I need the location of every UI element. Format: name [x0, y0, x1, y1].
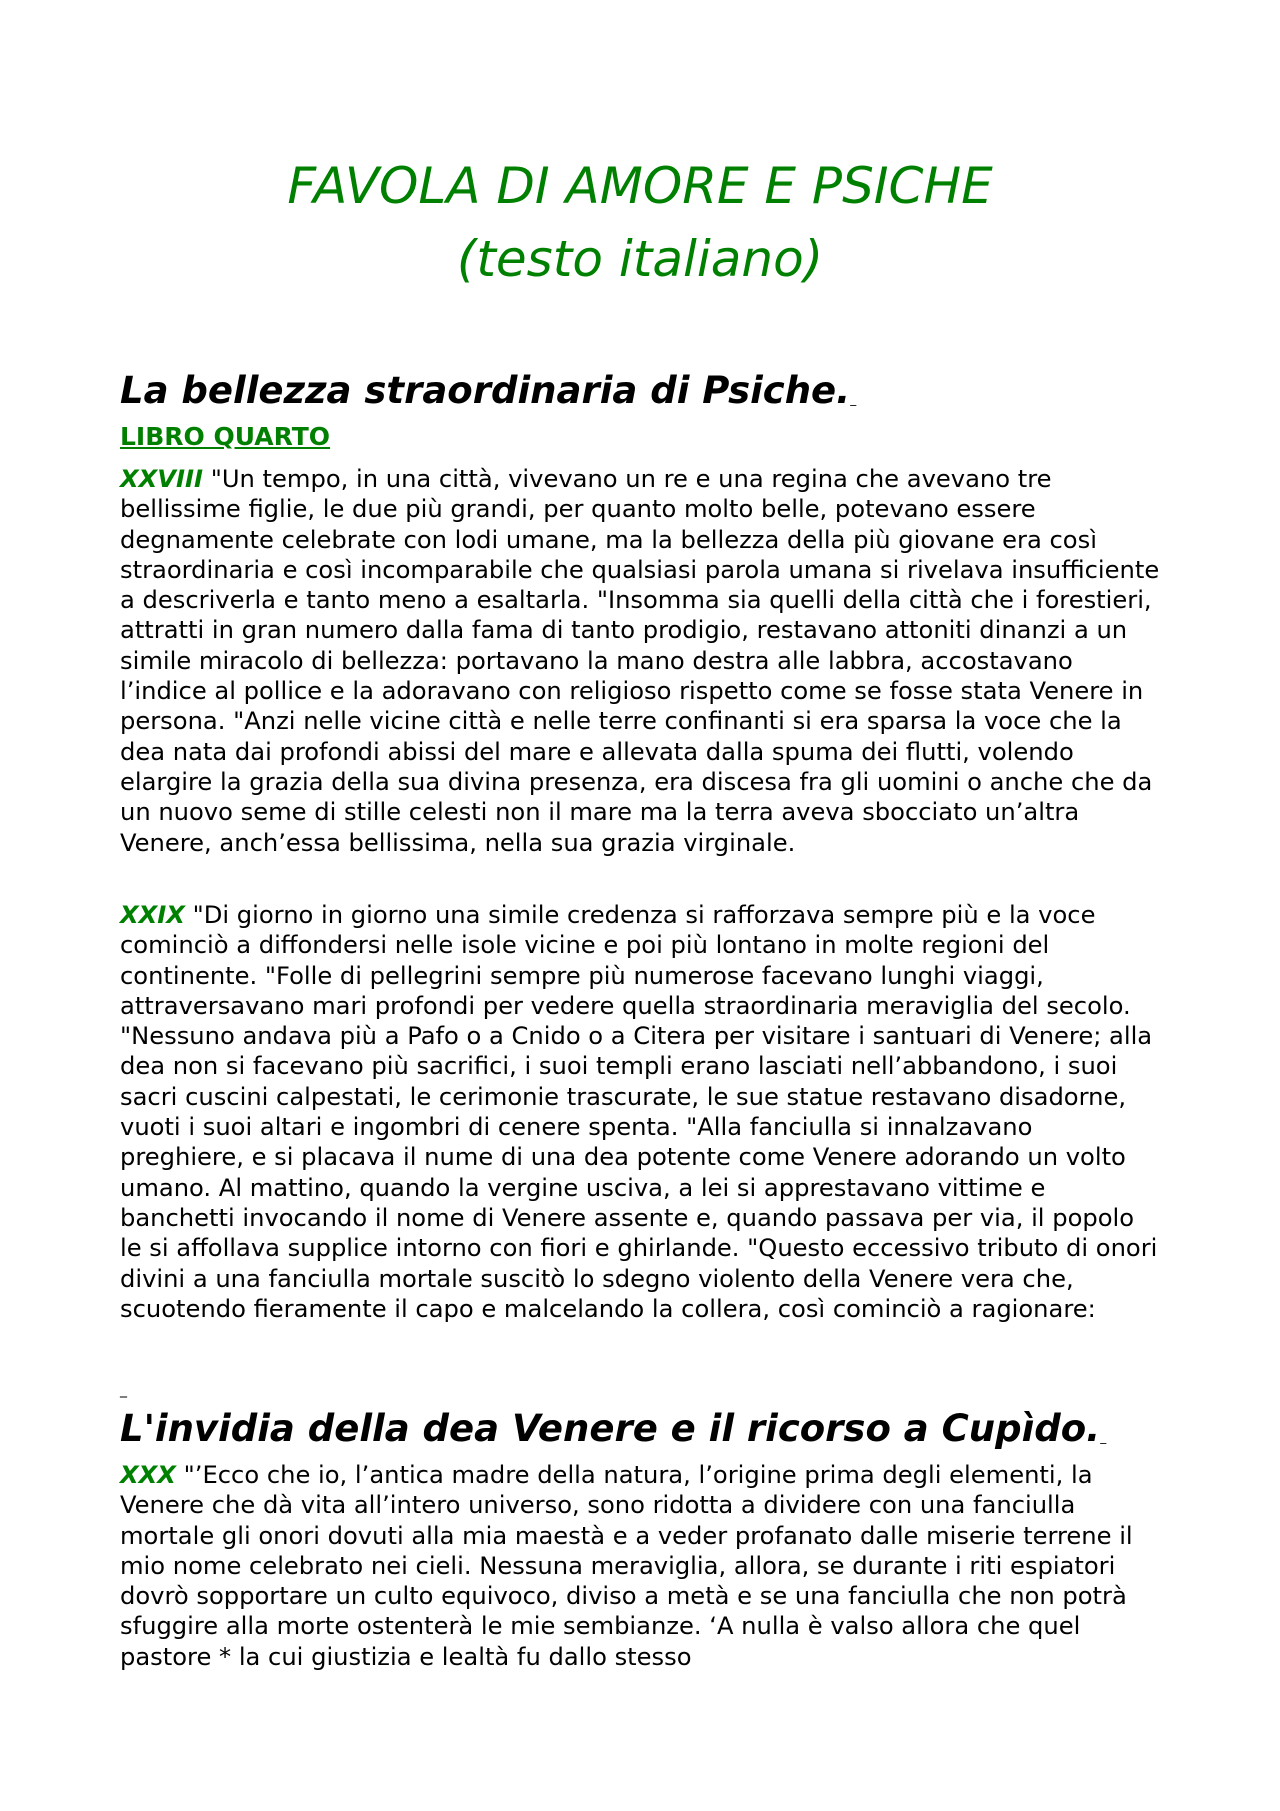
- section-heading-1-text: La bellezza straordinaria di Psiche.: [120, 369, 851, 412]
- title-line-2: (testo italiano): [456, 230, 824, 288]
- paragraph-xxx: [120, 1460, 1160, 1672]
- section-heading-2: [120, 1405, 1106, 1461]
- paragraph-xxviii: [120, 464, 1160, 858]
- separator-mark: _: [120, 1382, 127, 1398]
- chapter-number: XXIX: [120, 901, 185, 929]
- paragraph-text: "Di giorno in giorno una simile credenza si rafforzava sempre più e la voce cominciò a diffondersi nelle isole vicine e poi più lontano in molte regioni del continente. "Folle di pellegrini sempre più numerose facevano lunghi viaggi, attraversavano mari profondi per vedere quella straordinaria meraviglia del secolo. "Nessuno andava più a Pafo o a Cnido o a Citera per visitare i santuari di Venere; alla dea non si facevano più sacrifici, i suoi templi erano lasciati nell’abbandono, i suoi sacri cuscini calpestati, le cerimonie trascurate, le sue statue restavano disadorne, vuoti i suoi altari e ingombri di cenere spenta. "Alla fanciulla si innalzavano preghiere, e si placava il nume di una dea potente come Venere adorando un volto umano. Al mattino, quando la vergine usciva, a lei si apprestavano vittime e banchetti invocando il nome di Venere assente e, quando passava per via, il popolo le si affollava supplice intorno con fiori e ghirlande. "Questo eccessivo tributo di onori divini a una fanciulla mortale suscitò lo sdegno violento della Venere vera che, scuotendo fieramente il capo e malcelando la collera, così cominciò a ragionare:: [120, 901, 1158, 1323]
- section-heading-2-text: L'invidia della dea Venere e il ricorso a Cupìdo.: [120, 1407, 1101, 1450]
- paragraph-text: "Un tempo, in una città, vivevano un re e una regina che avevano tre bellissime figlie, le due più grandi, per quanto molto belle, potevano essere degnamente celebrate con lodi umane, ma la bellezza della più giovane era così straordinaria e così incomparabile che qualsiasi parola umana si rivelava insufficiente a descriverla e tanto meno a esaltarla. "Insomma sia quelli della città che i forestieri, attratti in gran numero dalla fama di tanto prodigio, restavano attoniti dinanzi a un simile miracolo di bellezza: portavano la mano destra alle labbra, accostavano l’indice al pollice e la adoravano con religioso rispetto come se fosse stata Venere in persona. "Anzi nelle vicine città e nelle terre confinanti si era sparsa la voce che la dea nata dai profondi abissi del mare e allevata dalla spuma dei flutti, volendo elargire la grazia della sua divina presenza, era discesa fra gli uomini o anche che da un nuovo seme di stille celesti non il mare ma la terra aveva sbocciato un’altra Venere, anch’essa bellissima, nella sua grazia virginale.: [120, 465, 1160, 857]
- document-title: [120, 150, 1160, 296]
- paragraph-text: "’Ecco che io, l’antica madre della natura, l’origine prima degli elementi, la Venere che dà vita all’intero universo, sono ridotta a dividere con una fanciulla mortale gli onori dovuti alla mia maestà e a veder profanato dalle miserie terrene il mio nome celebrato nei cieli. Nessuna meraviglia, allora, se durante i riti espiatori dovrò sopportare un culto equivoco, diviso a metà e se una fanciulla che non potrà sfuggire alla morte ostenterà le mie sembianze. ‘A nulla è valso allora che quel pastore * la cui giustizia e lealtà fu dallo stesso: [120, 1461, 1133, 1671]
- chapter-number: XXX: [120, 1461, 176, 1489]
- section-heading-1: [120, 367, 856, 423]
- heading-mark: _: [1100, 1430, 1107, 1444]
- chapter-number: XXVIII: [120, 465, 204, 493]
- title-line-1: FAVOLA DI AMORE E PSICHE: [287, 157, 993, 215]
- heading-mark: _: [850, 392, 857, 406]
- paragraph-xxix: [120, 900, 1160, 1324]
- book-link-libro-quarto[interactable]: LIBRO QUARTO: [120, 422, 331, 451]
